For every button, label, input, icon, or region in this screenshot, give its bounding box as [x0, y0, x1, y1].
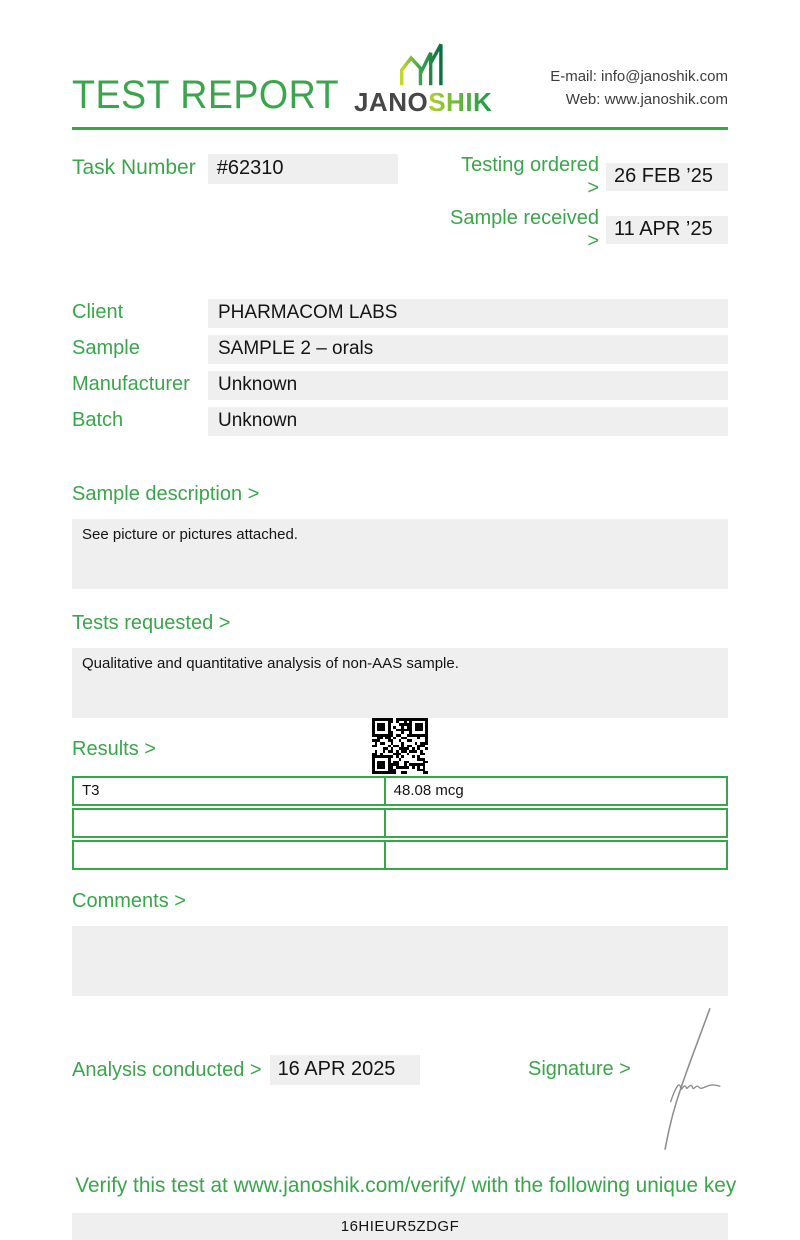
- client-row: [72, 299, 728, 328]
- header: [72, 0, 728, 115]
- qr-code: [372, 718, 428, 774]
- result-value-cell: [386, 810, 726, 836]
- comments-box: [72, 926, 728, 996]
- client-value: PHARMACOM LABS: [208, 299, 728, 328]
- signature-group: [528, 1054, 728, 1086]
- result-value-cell: [386, 842, 726, 868]
- divider-line: [72, 127, 728, 130]
- sample-value: SAMPLE 2 – orals: [208, 335, 728, 364]
- task-number-row: [72, 154, 398, 253]
- analysis-conducted-label: Analysis conducted >: [72, 1058, 262, 1081]
- sample-received-row: [447, 207, 728, 253]
- results-table: [72, 776, 728, 870]
- footer-row: [72, 1054, 728, 1086]
- contact-web: Web: www.janoshik.com: [565, 90, 728, 108]
- manufacturer-row: [72, 371, 728, 400]
- results-heading: Results >: [72, 738, 156, 760]
- task-number-label: Task Number: [72, 156, 196, 179]
- testing-ordered-label: Testing ordered >: [461, 154, 599, 199]
- verify-text: Verify this test at www.janoshik.com/verify/ with the following unique key: [75, 1174, 737, 1197]
- tests-requested-section: [72, 612, 728, 718]
- sample-received-label: Sample received >: [450, 207, 599, 252]
- contact-email: E-mail: info@janoshik.com: [550, 68, 728, 85]
- testing-ordered-value: 26 FEB ’25: [606, 163, 728, 191]
- sample-row: [72, 335, 728, 364]
- unique-key-box: [72, 1213, 728, 1240]
- sample-received-value: 11 APR ’25: [606, 216, 728, 244]
- dates-block: [447, 154, 728, 253]
- comments-heading: Comments >: [72, 890, 186, 912]
- analysis-date-value: 16 APR 2025: [270, 1055, 420, 1085]
- batch-label: Batch: [72, 409, 124, 431]
- table-row: [72, 776, 728, 806]
- manufacturer-value: Unknown: [208, 371, 728, 400]
- analysis-conducted-row: [72, 1055, 420, 1085]
- tests-requested-box: Qualitative and quantitative analysis of non-AAS sample.: [72, 648, 728, 718]
- manufacturer-label: Manufacturer: [72, 373, 190, 395]
- result-name-cell: T3: [74, 778, 386, 804]
- table-row: [72, 808, 728, 838]
- testing-ordered-row: [447, 154, 728, 200]
- chart-peaks-icon: [386, 41, 460, 87]
- result-value-cell: 48.08 mcg: [393, 782, 464, 799]
- comments-section: [72, 890, 728, 996]
- signature-scribble: [646, 1002, 728, 1154]
- task-number-value: #62310: [208, 154, 398, 184]
- client-label: Client: [72, 301, 124, 323]
- signature-label: Signature >: [528, 1058, 631, 1080]
- result-name-cell: [74, 810, 386, 836]
- sample-description-section: [72, 483, 728, 589]
- batch-row: [72, 407, 728, 436]
- batch-value: Unknown: [208, 407, 728, 436]
- task-section: [72, 154, 728, 253]
- page-title: TEST REPORT: [72, 73, 340, 117]
- sample-description-box: See picture or pictures attached.: [72, 519, 728, 589]
- sample-label: Sample: [72, 337, 140, 359]
- contact-info: [550, 66, 728, 115]
- result-name-cell: [74, 842, 386, 868]
- logo-wordmark: [354, 89, 492, 115]
- sample-info-block: [72, 299, 728, 436]
- sample-description-heading: Sample description >: [72, 483, 260, 505]
- logo-shik: SHIK: [428, 87, 493, 117]
- results-section: [72, 718, 728, 870]
- unique-key-value: 16HIEUR5ZDGF: [340, 1218, 460, 1235]
- table-row: [72, 840, 728, 870]
- tests-requested-heading: Tests requested >: [72, 612, 231, 634]
- logo-jano: JANO: [353, 87, 429, 117]
- janoshik-logo: [354, 41, 492, 115]
